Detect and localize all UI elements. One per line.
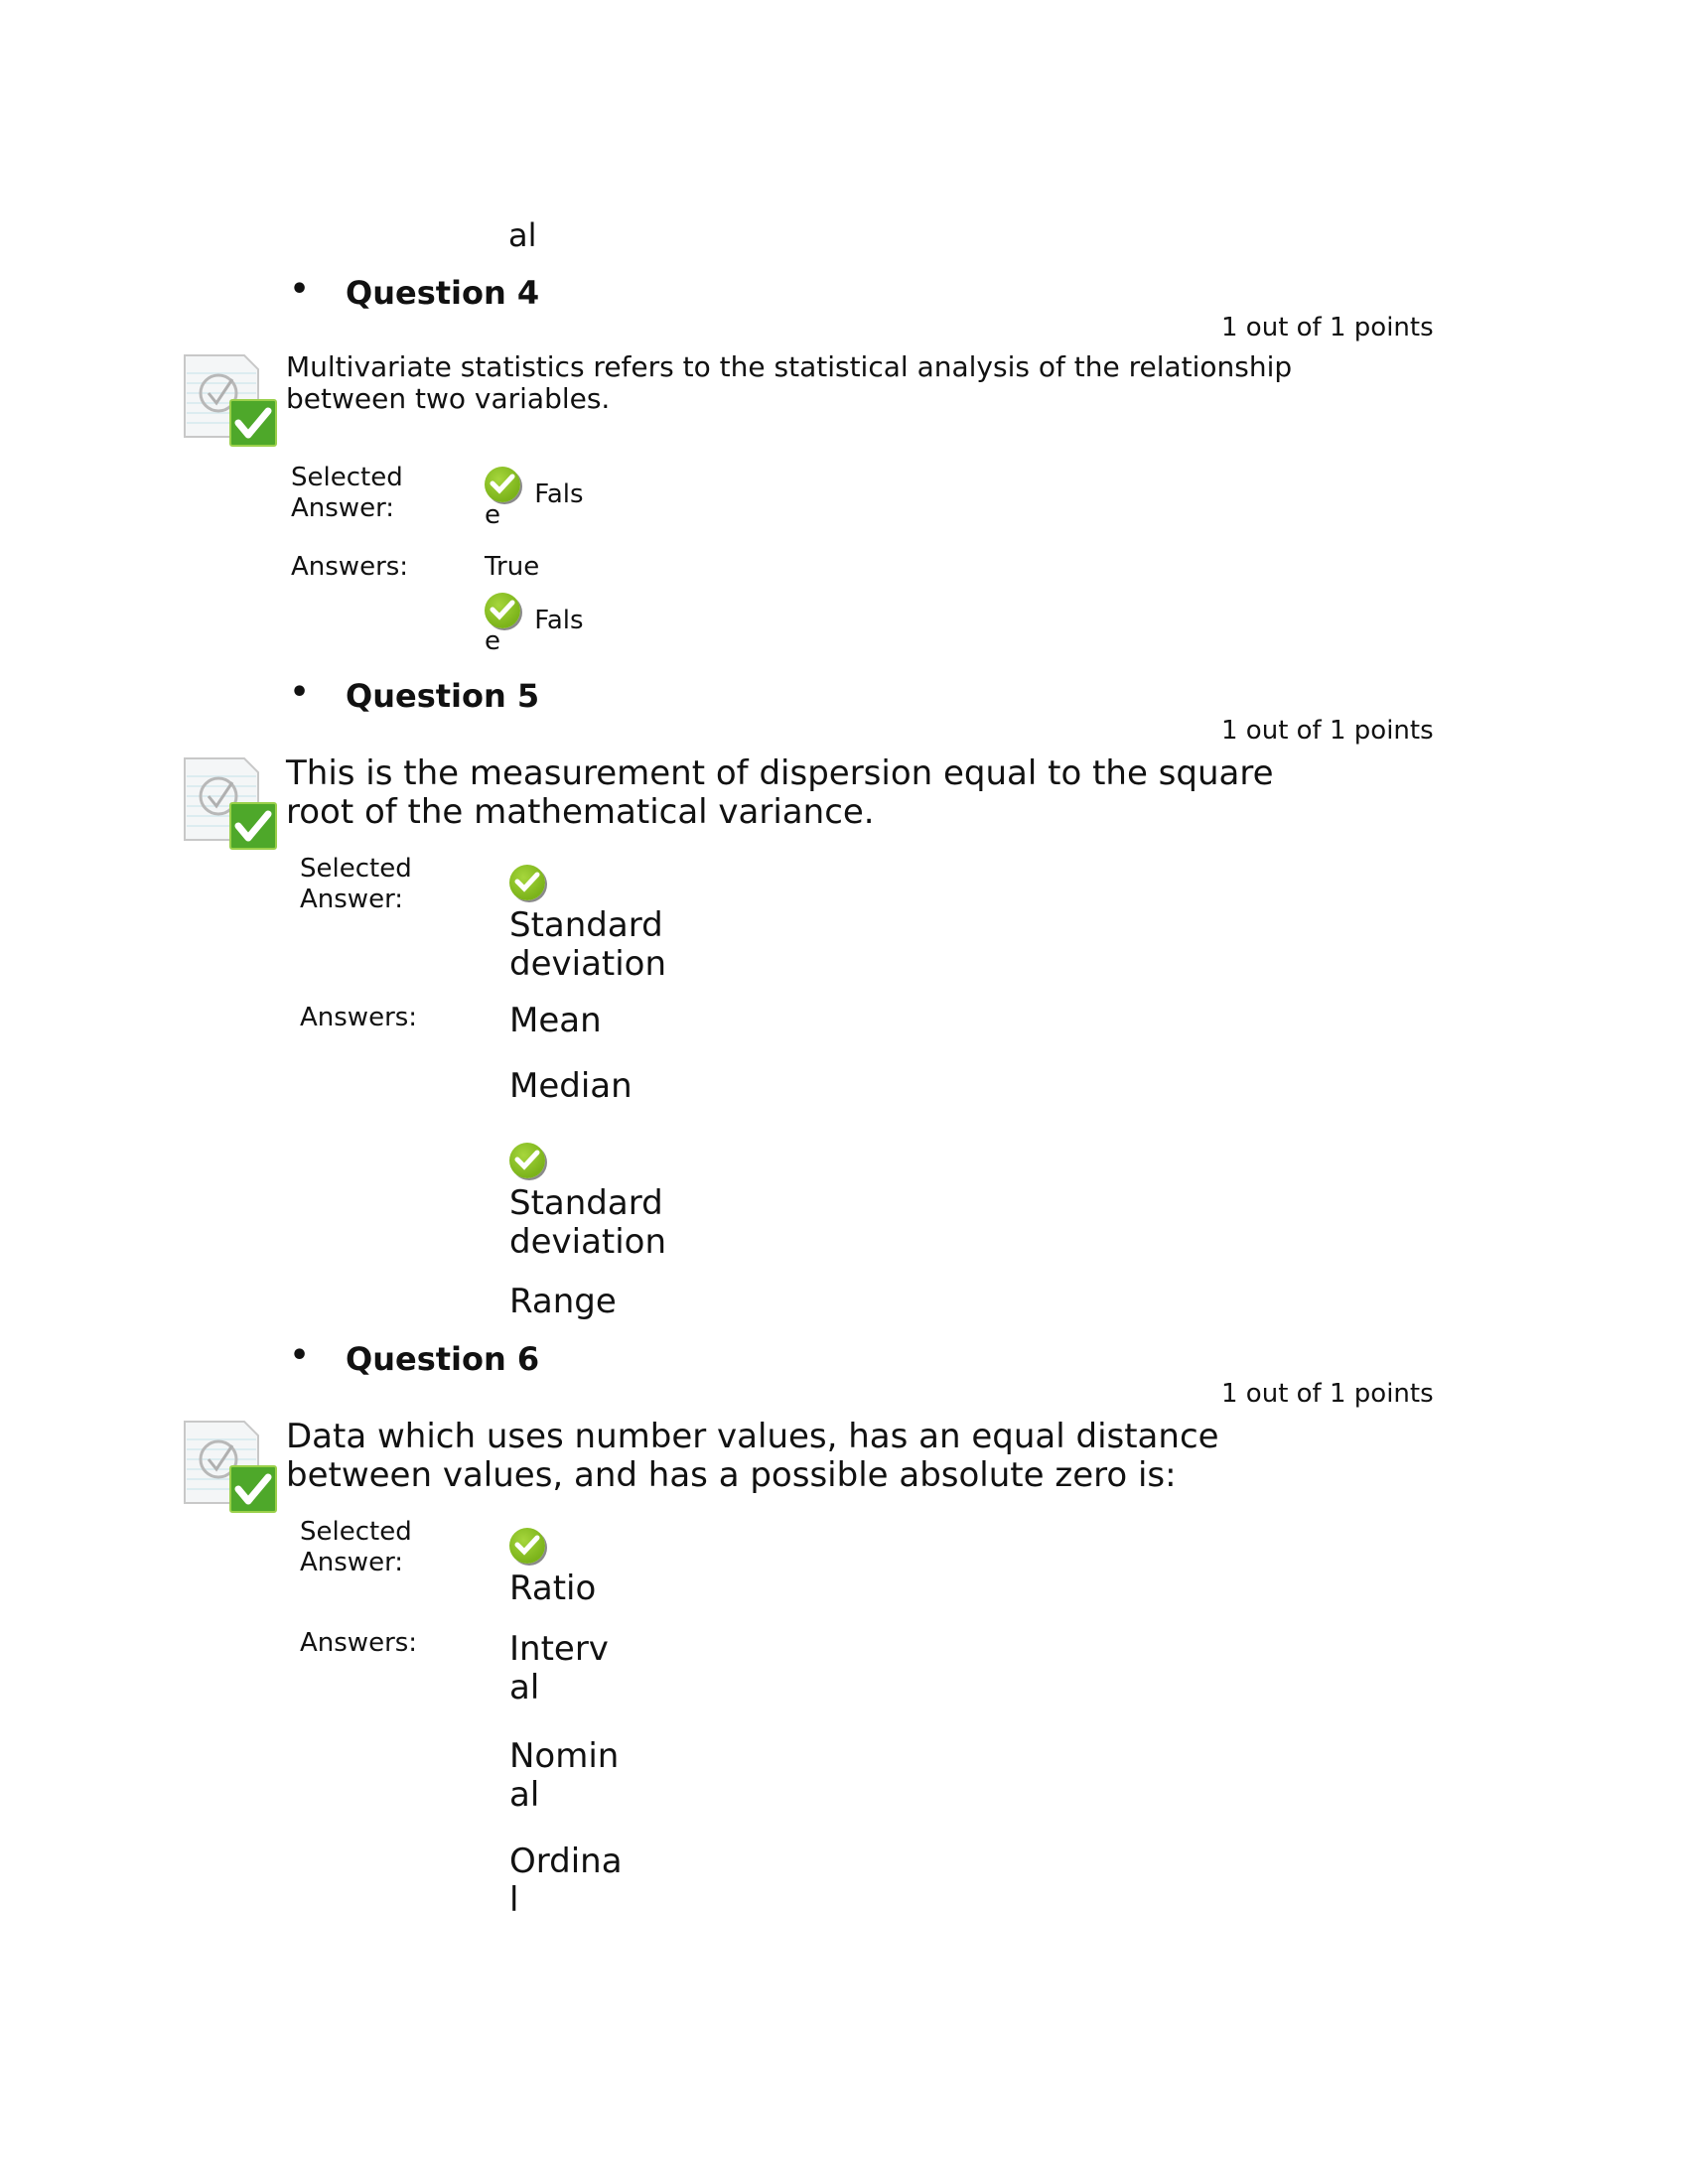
points-label: 1 out of 1 points [1221, 313, 1434, 342]
answer-option: True [485, 552, 540, 582]
selected-answer-value: Standard deviation [509, 862, 666, 984]
question-title: Question 4 [346, 274, 540, 312]
answers-label: Answers: [291, 552, 409, 582]
selected-answer-value: Ratio [509, 1525, 596, 1608]
question-text: Data which uses number values, has an equal distance between values, and has a possible absolute zero is: [286, 1417, 1219, 1495]
question-text: Multivariate statistics refers to the statistical analysis of the relationship between two variables. [286, 350, 1293, 415]
question-title: Question 5 [346, 677, 540, 715]
points-label: 1 out of 1 points [1221, 716, 1434, 746]
answer-option: Ordina l [509, 1842, 623, 1920]
question-text: This is the measurement of dispersion equal to the square root of the mathematical variance. [286, 753, 1274, 832]
answer-option: Range [509, 1282, 617, 1321]
bullet-icon: • [290, 1338, 310, 1373]
bullet-icon: • [290, 675, 310, 710]
answer-option: Nomin al [509, 1736, 620, 1815]
green-check-icon [485, 593, 520, 628]
answers-label: Answers: [300, 1628, 418, 1658]
green-check-icon [509, 1528, 545, 1564]
answer-option: Median [509, 1066, 633, 1106]
answers-label: Answers: [300, 1003, 418, 1032]
selected-answer-label: Selected Answer: [300, 1517, 412, 1577]
answer-option: Mean [509, 1001, 602, 1040]
correct-document-icon [183, 756, 278, 852]
answer-option: Fals e [485, 593, 578, 657]
green-check-icon [485, 467, 520, 502]
answer-option: Interv al [509, 1629, 609, 1707]
answer-option: Standard deviation [509, 1140, 666, 1262]
bullet-icon: • [290, 272, 310, 307]
question-title: Question 6 [346, 1340, 540, 1378]
selected-answer-value: Fals e [485, 467, 578, 531]
green-check-icon [509, 1143, 545, 1178]
selected-answer-label: Selected Answer: [300, 854, 412, 914]
points-label: 1 out of 1 points [1221, 1379, 1434, 1409]
answer-fragment: al [508, 216, 537, 254]
correct-document-icon [183, 353, 278, 449]
correct-document-icon [183, 1420, 278, 1515]
green-check-icon [509, 865, 545, 900]
selected-answer-label: Selected Answer: [291, 463, 403, 523]
